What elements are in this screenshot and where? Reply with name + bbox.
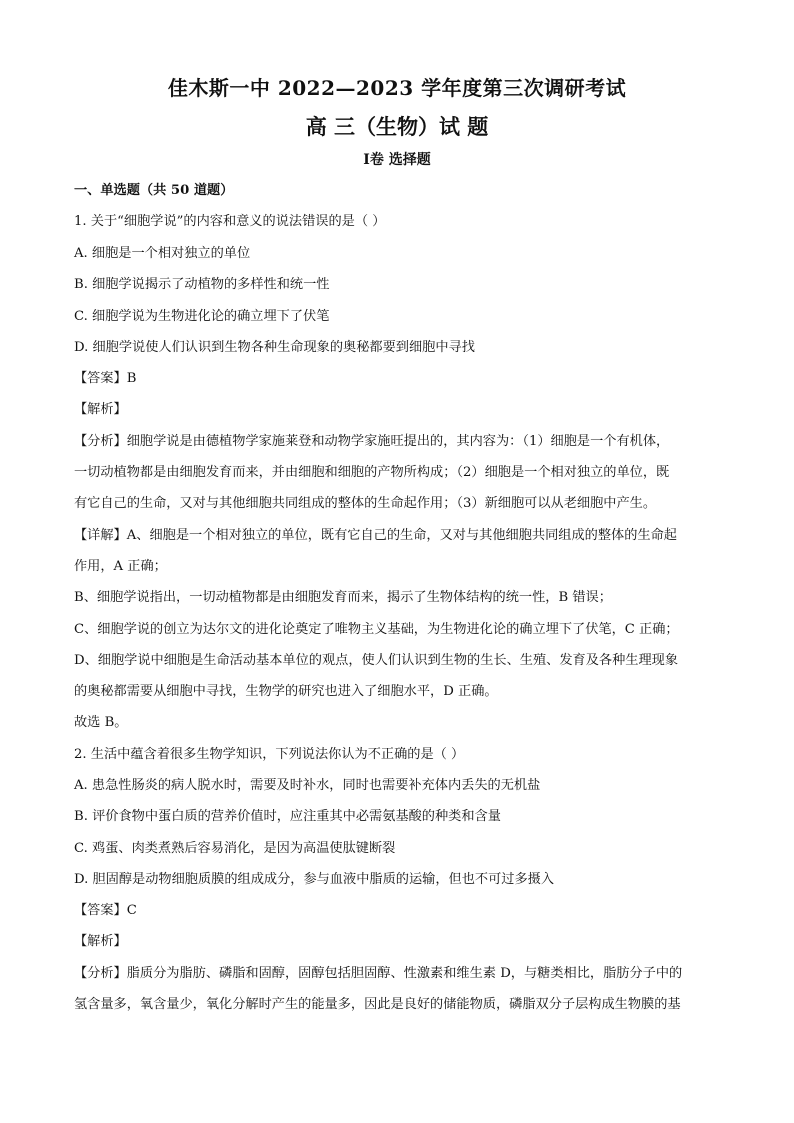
q2-answer: 【答案】C (74, 903, 137, 918)
q2-option-a: A. 患急性肠炎的病人脱水时，需要及时补水，同时也需要补充体内丢失的无机盐 (74, 778, 541, 793)
q1-detail-line: C、细胞学说的创立为达尔文的进化论奠定了唯物主义基础，为生物进化论的确立埋下了伏笔，C 正确； (74, 622, 679, 637)
q1-option-d: D. 细胞学说使人们认识到生物各种生命现象的奥秘都要到细胞中寻找 (74, 340, 475, 355)
q1-fenxi-line: 有它自己的生命，又对与其他细胞共同组成的整体的生命起作用；（3）新细胞可以从老细胞中产生。 (74, 496, 657, 511)
q2-option-c: C. 鸡蛋、肉类煮熟后容易消化，是因为高温使肽键断裂 (74, 841, 396, 856)
q1-fenxi-line: 【分析】细胞学说是由德植物学家施莱登和动物学家施旺提出的，其内容为：（1）细胞是一个有机体， (74, 434, 670, 449)
q1-analysis-label: 【解析】 (74, 402, 127, 417)
q1-detail-line: 【详解】A、细胞是一个相对独立的单位，既有它自己的生命，又对与其他细胞共同组成的整体的生命起 (74, 528, 677, 543)
q2-fenxi-line: 【分析】脂质分为脂肪、磷脂和固醇，固醇包括胆固醇、性激素和维生素 D，与糖类相比，脂肪分子中的 (74, 966, 683, 981)
q2-stem: 2. 生活中蕴含着很多生物学知识，下列说法你认为不正确的是（ ） (74, 747, 465, 762)
q1-option-c: C. 细胞学说为生物进化论的确立埋下了伏笔 (74, 309, 330, 324)
q1-conclusion: 故选 B。 (74, 715, 128, 730)
q1-answer: 【答案】B (74, 371, 137, 386)
section-heading: 一、单选题（共 50 道题） (74, 183, 234, 198)
volume-title: Ⅰ卷 选择题 (363, 152, 431, 168)
q2-option-d: D. 胆固醇是动物细胞质膜的组成成分，参与血液中脂质的运输，但也不可过多摄入 (74, 872, 555, 887)
exam-title: 佳木斯一中 2022—2023 学年度第三次调研考试 (167, 76, 627, 100)
q1-detail-line: D、细胞学说中细胞是生命活动基本单位的观点，使人们认识到生物的生长、生殖、发育及各种生理现象 (74, 653, 679, 668)
q1-fenxi-line: 一切动植物都是由细胞发育而来，并由细胞和细胞的产物所构成；（2）细胞是一个相对独立的单位，既 (74, 465, 670, 480)
q1-option-b: B. 细胞学说揭示了动植物的多样性和统一性 (74, 277, 330, 292)
q1-detail-line: B、细胞学说指出，一切动植物都是由细胞发育而来，揭示了生物体结构的统一性，B 错误； (74, 590, 612, 605)
q2-fenxi-line: 氢含量多，氧含量少，氧化分解时产生的能量多，因此是良好的储能物质，磷脂双分子层构成生物膜的基 (74, 997, 681, 1012)
q1-stem: 1. 关于“细胞学说”的内容和意义的说法错误的是（ ） (74, 214, 386, 229)
subject-title: 高 三（生物）试 题 (305, 114, 489, 139)
q1-option-a: A. 细胞是一个相对独立的单位 (74, 246, 251, 261)
q1-detail-line: 的奥秘都需要从细胞中寻找，生物学的研究也进入了细胞水平，D 正确。 (74, 684, 498, 699)
q2-analysis-label: 【解析】 (74, 934, 127, 949)
q1-detail-line: 作用，A 正确； (74, 559, 167, 574)
q2-option-b: B. 评价食物中蛋白质的营养价值时，应注重其中必需氨基酸的种类和含量 (74, 809, 501, 824)
